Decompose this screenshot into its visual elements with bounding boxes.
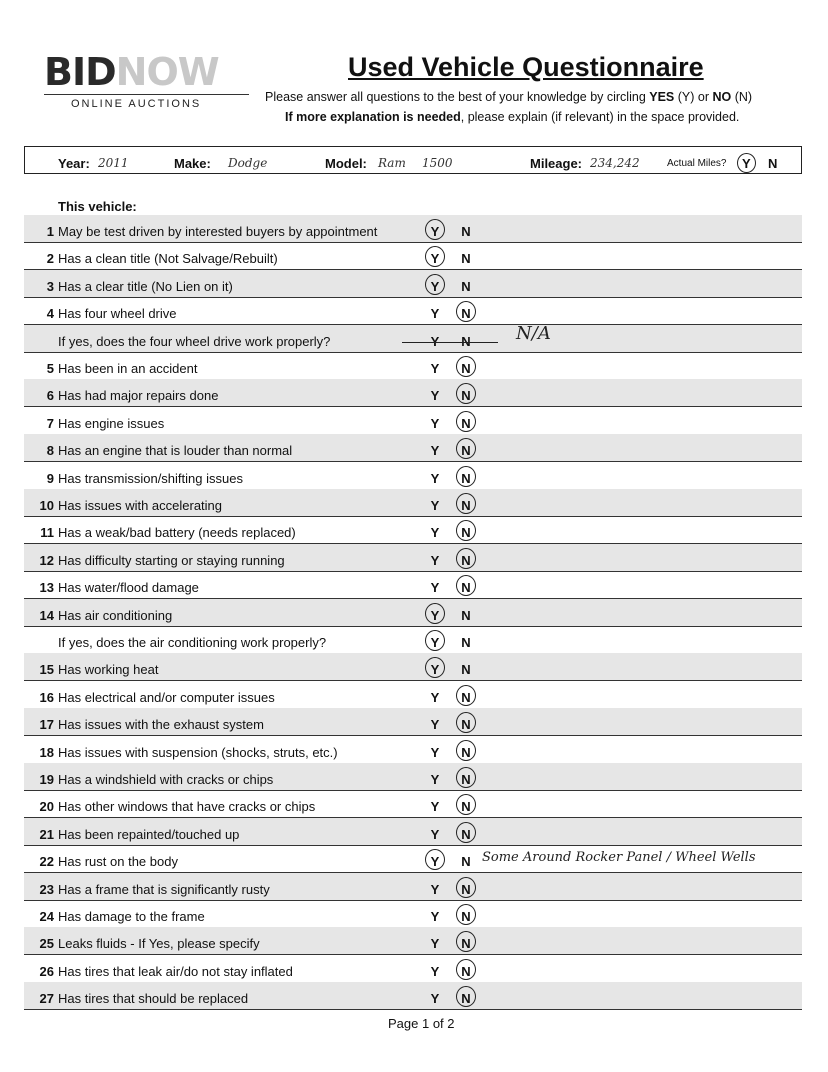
answer-no[interactable]: N xyxy=(461,963,471,979)
answer-yes[interactable]: Y xyxy=(430,388,440,404)
answer-no[interactable]: N xyxy=(461,525,471,541)
answer-yes[interactable]: Y xyxy=(430,443,440,459)
answer-no[interactable]: N xyxy=(461,552,471,568)
answer-circle-icon xyxy=(425,657,445,678)
question-number: 20 xyxy=(39,799,54,815)
answer-circle-icon xyxy=(456,904,476,925)
answer-circle-icon xyxy=(456,466,476,487)
answer-circle-icon xyxy=(456,822,476,843)
answer-no[interactable]: N xyxy=(461,635,471,650)
question-number: 4 xyxy=(46,306,54,322)
answer-yes[interactable]: Y xyxy=(430,361,440,376)
question-number: 1 xyxy=(46,224,54,239)
answer-no[interactable]: N xyxy=(461,306,471,322)
model-label: Model: xyxy=(325,156,367,171)
answer-no[interactable]: N xyxy=(461,991,471,1007)
answer-circle-icon xyxy=(456,986,476,1007)
answer-yes[interactable]: Y xyxy=(430,689,440,705)
question-row xyxy=(24,845,802,873)
year-value[interactable]: 2011 xyxy=(98,156,129,170)
question-row xyxy=(24,297,802,325)
logo-bid: BID xyxy=(44,50,116,94)
instr1-post: (N) xyxy=(731,90,753,104)
question-row xyxy=(24,544,802,572)
answer-yes[interactable]: Y xyxy=(430,552,440,568)
question-text: Has other windows that have cracks or chips xyxy=(58,799,316,815)
answer-yes[interactable]: Y xyxy=(430,278,440,294)
question-text: Has issues with accelerating xyxy=(58,498,223,513)
question-text: Has working heat xyxy=(58,662,159,678)
question-text: Has air conditioning xyxy=(58,607,173,623)
answer-yes[interactable]: Y xyxy=(430,963,440,979)
question-number: 11 xyxy=(40,525,54,541)
answer-no[interactable]: N xyxy=(461,470,471,486)
answer-circle-icon xyxy=(456,520,476,541)
question-text: Has damage to the frame xyxy=(58,909,205,924)
answer-yes[interactable]: Y xyxy=(430,607,440,623)
question-row xyxy=(24,215,802,243)
answer-no[interactable]: N xyxy=(461,826,471,842)
answer-no[interactable]: N xyxy=(461,854,471,870)
answer-yes[interactable]: Y xyxy=(430,881,440,897)
answer-no[interactable]: N xyxy=(461,251,471,267)
answer-yes[interactable]: Y xyxy=(430,799,440,815)
logo-wordmark xyxy=(44,52,249,92)
question-number: 24 xyxy=(39,909,54,924)
instructions-line-1 xyxy=(265,90,752,104)
answer-no[interactable]: N xyxy=(461,278,471,294)
strikethrough-mark xyxy=(402,342,498,343)
question-number: 3 xyxy=(46,278,54,294)
answer-circle-icon xyxy=(456,877,476,898)
answer-circle-icon xyxy=(456,493,476,514)
question-row xyxy=(24,900,802,928)
question-row xyxy=(24,516,802,544)
question-number: 18 xyxy=(39,744,54,760)
model-value[interactable]: Ram xyxy=(378,156,406,170)
answer-circle-icon xyxy=(425,603,445,624)
logo-now: NOW xyxy=(115,50,219,94)
answer-circle-icon xyxy=(456,794,476,815)
instr2-bold: If more explanation is needed xyxy=(285,110,461,124)
answer-no[interactable]: N xyxy=(461,799,471,815)
logo-subtitle: ONLINE AUCTIONS xyxy=(71,98,202,110)
question-row xyxy=(24,322,802,353)
answer-yes[interactable]: Y xyxy=(430,224,440,239)
question-number: 14 xyxy=(39,607,54,623)
instr1-no: NO xyxy=(712,90,732,104)
make-value[interactable]: Dodge xyxy=(228,156,268,170)
question-row xyxy=(24,681,802,709)
answer-yes[interactable]: Y xyxy=(430,580,440,596)
answer-circle-icon xyxy=(456,301,476,322)
question-row xyxy=(24,626,802,654)
question-text: Has tires that leak air/do not stay inflated xyxy=(58,963,293,979)
question-text: Has transmission/shifting issues xyxy=(58,470,243,486)
answer-yes[interactable]: Y xyxy=(430,717,440,733)
answer-yes[interactable]: Y xyxy=(430,854,440,870)
mileage-value[interactable]: 234,242 xyxy=(590,156,640,170)
answer-circle-icon xyxy=(425,274,445,295)
question-number: 12 xyxy=(39,552,54,568)
question-row xyxy=(24,763,802,791)
answer-yes[interactable]: Y xyxy=(430,662,440,678)
question-text: Has been repainted/touched up xyxy=(58,826,240,842)
question-text: Has rust on the body xyxy=(58,854,178,870)
answer-yes[interactable]: Y xyxy=(430,635,440,650)
question-text: Has tires that should be replaced xyxy=(58,991,249,1007)
answer-yes[interactable]: Y xyxy=(430,991,440,1007)
answer-circle-icon xyxy=(456,575,476,596)
instr1-pre: Please answer all questions to the best of your knowledge by circling xyxy=(265,90,650,104)
answer-circle-icon xyxy=(456,548,476,569)
question-row xyxy=(24,873,802,901)
question-text: If yes, does the air conditioning work properly? xyxy=(58,635,327,650)
question-number: 19 xyxy=(39,772,54,787)
question-number: 22 xyxy=(39,854,54,870)
answer-circle-icon xyxy=(456,685,476,706)
question-row xyxy=(24,955,802,983)
answer-no[interactable]: N xyxy=(461,881,471,897)
answer-yes[interactable]: Y xyxy=(430,415,440,431)
question-text: Has issues with suspension (shocks, struts, etc.) xyxy=(58,744,338,760)
question-number: 23 xyxy=(39,881,54,897)
question-number: 25 xyxy=(39,936,54,952)
answer-no[interactable]: N xyxy=(461,689,471,705)
question-number: 7 xyxy=(46,415,54,431)
question-text: May be test driven by interested buyers by appointment xyxy=(58,224,378,239)
answer-no[interactable]: N xyxy=(461,607,471,623)
answer-circle-icon xyxy=(456,438,476,459)
answer-yes[interactable]: Y xyxy=(430,498,440,513)
instructions-line-2 xyxy=(285,110,739,124)
actual-miles-circle-icon xyxy=(737,153,756,173)
question-text: Has electrical and/or computer issues xyxy=(58,689,275,705)
actual-miles-label: Actual Miles? xyxy=(667,158,727,169)
question-row xyxy=(24,352,802,380)
bidnow-logo xyxy=(44,52,249,110)
question-text: Has a weak/bad battery (needs replaced) xyxy=(58,525,296,541)
question-row xyxy=(24,927,802,955)
question-row xyxy=(24,242,802,270)
question-text: Has a clear title (No Lien on it) xyxy=(58,278,233,294)
answer-no[interactable]: N xyxy=(461,498,471,513)
question-text: Has four wheel drive xyxy=(58,306,177,322)
question-row xyxy=(24,489,802,517)
answer-no[interactable]: N xyxy=(461,443,471,459)
model-number[interactable]: 1500 xyxy=(422,156,453,170)
answer-no[interactable]: N xyxy=(461,361,471,376)
question-number: 17 xyxy=(39,717,54,733)
question-text: Has a clean title (Not Salvage/Rebuilt) xyxy=(58,251,278,267)
answer-yes[interactable]: Y xyxy=(430,251,440,267)
question-number: 6 xyxy=(46,388,54,404)
answer-circle-icon xyxy=(456,383,476,404)
answer-circle-icon xyxy=(456,740,476,761)
handwritten-note: Some Around Rocker Panel / Wheel Wells xyxy=(482,850,756,866)
question-row xyxy=(24,571,802,599)
actual-miles-y[interactable]: Y xyxy=(742,156,751,171)
question-number: 9 xyxy=(46,470,54,486)
question-number: 21 xyxy=(39,826,54,842)
question-row xyxy=(24,270,802,298)
question-text: Has been in an accident xyxy=(58,361,198,376)
answer-yes[interactable]: Y xyxy=(430,936,440,952)
answer-no[interactable]: N xyxy=(461,388,471,404)
answer-no[interactable]: N xyxy=(461,772,471,787)
answer-yes[interactable]: Y xyxy=(430,306,440,322)
answer-yes[interactable]: Y xyxy=(430,470,440,486)
question-text: Has a frame that is significantly rusty xyxy=(58,881,270,897)
answer-no[interactable]: N xyxy=(461,744,471,760)
question-row xyxy=(24,653,802,681)
question-text: Has engine issues xyxy=(58,415,165,431)
answer-circle-icon xyxy=(456,959,476,980)
question-text: If yes, does the four wheel drive work properly? xyxy=(58,333,331,349)
question-number: 13 xyxy=(39,580,54,596)
answer-circle-icon xyxy=(456,411,476,432)
answer-circle-icon xyxy=(425,849,445,870)
question-text: Leaks fluids - If Yes, please specify xyxy=(58,936,260,952)
question-text: Has had major repairs done xyxy=(58,388,219,404)
answer-yes[interactable]: Y xyxy=(430,772,440,787)
question-text: Has water/flood damage xyxy=(58,580,199,596)
question-number: 16 xyxy=(39,689,54,705)
answer-circle-icon xyxy=(425,246,445,267)
mileage-label: Mileage: xyxy=(530,156,583,171)
answer-no[interactable]: N xyxy=(461,580,471,596)
instr2-rest: , please explain (if relevant) in the space provided. xyxy=(460,110,740,124)
question-row xyxy=(24,736,802,764)
question-row xyxy=(24,790,802,818)
answer-no[interactable]: N xyxy=(461,717,471,733)
answer-circle-icon xyxy=(456,356,476,377)
question-number: 26 xyxy=(39,963,54,979)
question-row xyxy=(24,818,802,846)
logo-rule xyxy=(44,94,249,95)
actual-miles-n[interactable]: N xyxy=(768,156,778,171)
year-label: Year: xyxy=(58,156,90,171)
answer-circle-icon xyxy=(456,767,476,788)
page-title: Used Vehicle Questionnaire xyxy=(348,52,704,82)
answer-no[interactable]: N xyxy=(461,224,471,239)
instr1-mid: (Y) or xyxy=(674,90,713,104)
handwritten-note: N/A xyxy=(516,322,551,344)
answer-circle-icon xyxy=(425,630,445,651)
instr1-yes: YES xyxy=(649,90,675,104)
question-number: 5 xyxy=(46,361,54,376)
question-row xyxy=(24,708,802,736)
answer-circle-icon xyxy=(456,712,476,733)
question-text: Has a windshield with cracks or chips xyxy=(58,772,274,787)
answer-yes[interactable]: Y xyxy=(430,744,440,760)
question-number: 27 xyxy=(39,991,54,1007)
answer-yes[interactable]: Y xyxy=(430,826,440,842)
make-label: Make: xyxy=(174,156,211,171)
page-number: Page 1 of 2 xyxy=(388,1016,455,1031)
question-row xyxy=(24,462,802,490)
answer-yes[interactable]: Y xyxy=(430,525,440,541)
question-text: Has difficulty starting or staying running xyxy=(58,552,285,568)
question-row xyxy=(24,407,802,435)
question-number: 15 xyxy=(39,662,54,678)
answer-no[interactable]: N xyxy=(461,662,471,678)
question-number: 2 xyxy=(46,251,54,267)
answer-no[interactable]: N xyxy=(461,936,471,952)
question-row xyxy=(24,599,802,627)
answer-circle-icon xyxy=(456,931,476,952)
answer-no[interactable]: N xyxy=(461,909,471,924)
answer-circle-icon xyxy=(425,219,445,240)
question-row xyxy=(24,434,802,462)
section-intro: This vehicle: xyxy=(58,199,137,214)
question-text: Has an engine that is louder than normal xyxy=(58,443,293,459)
question-text: Has issues with the exhaust system xyxy=(58,717,264,733)
question-row xyxy=(24,379,802,407)
question-row xyxy=(24,982,802,1010)
question-number: 10 xyxy=(39,498,54,513)
question-number: 8 xyxy=(46,443,54,459)
answer-no[interactable]: N xyxy=(461,415,471,431)
answer-yes[interactable]: Y xyxy=(430,909,440,924)
